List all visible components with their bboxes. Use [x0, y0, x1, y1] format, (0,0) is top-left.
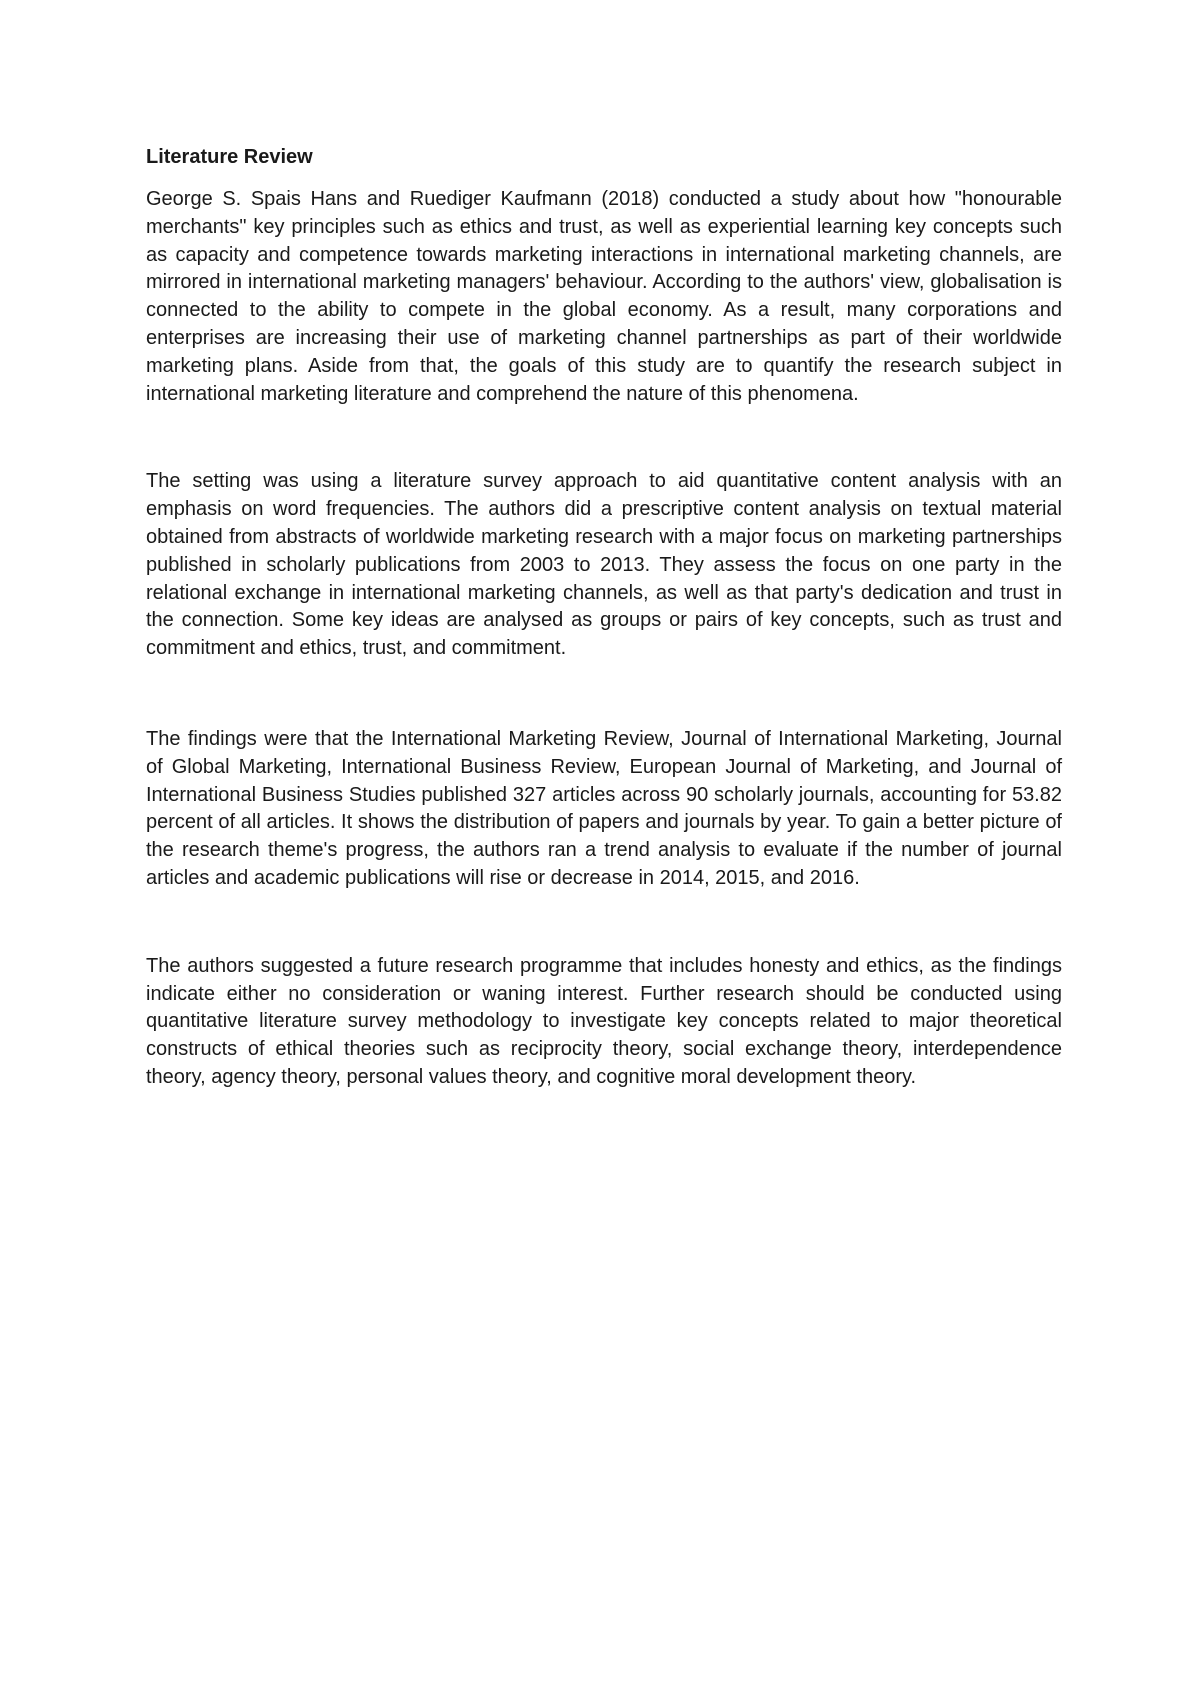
paragraph-setting: The setting was using a literature survey approach to aid quantitative content analysis with an emphasis on word frequencies. The authors did a prescriptive content analysis on textual material obtained from abstracts of worldwide marketing research with a major focus on marketing partnerships published in scholarly publications from 2003 to 2013. They assess the focus on one party in the relational exchange in international marketing channels, as well as that party's dedication and trust in the connection. Some key ideas are analysed as groups or pairs of key concepts, such as trust and commitment and ethics, trust, and commitment. [146, 470, 1062, 660]
paragraph-study-overview: George S. Spais Hans and Ruediger Kaufmann (2018) conducted a study about how "honourable merchants" key principles such as ethics and trust, as well as experiential learning key concepts such as capacity and competence towards marketing interactions in international marketing channels, are mirrored in international marketing managers' behaviour. According to the authors' view, globalisation is connected to the ability to compete in the global economy. As a result, many corporations and enterprises are increasing their use of marketing channel partnerships as part of their worldwide marketing plans. Aside from that, the goals of this study are to quantify the research subject in international marketing literature and comprehend the nature of this phenomena. [146, 188, 1062, 405]
paragraph-future-research: The authors suggested a future research programme that includes honesty and ethics, as the findings indicate either no consideration or waning interest. Further research should be conducted using quantitative literature survey methodology to investigate key concepts related to major theoretical constructs of ethical theories such as reciprocity theory, social exchange theory, interdependence theory, agency theory, personal values theory, and cognitive moral development theory. [146, 954, 1062, 1088]
document-body [146, 144, 1062, 1092]
paragraph-findings: The findings were that the International Marketing Review, Journal of International Marketing, Journal of Global Marketing, International Business Review, European Journal of Marketing, and Journal of International Business Studies published 327 articles across 90 scholarly journals, accounting for 53.82 percent of all articles. It shows the distribution of papers and journals by year. To gain a better picture of the research theme's progress, the authors ran a trend analysis to evaluate if the number of journal articles and academic publications will rise or decrease in 2014, 2015, and 2016. [146, 727, 1062, 889]
document-title: Literature Review [146, 146, 313, 168]
